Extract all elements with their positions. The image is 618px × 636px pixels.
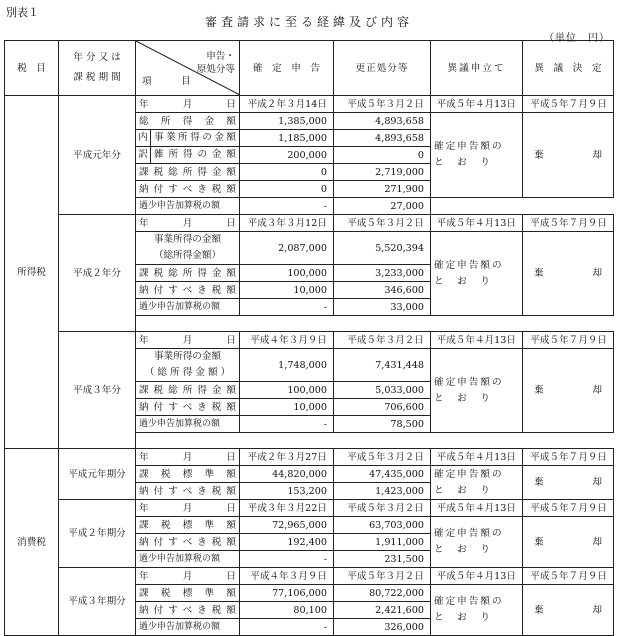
date-kakutei: 平成３年３月22日 — [240, 500, 334, 517]
table-row — [5, 332, 614, 349]
date-igi-moshitate: 平成５年４月13日 — [431, 215, 523, 232]
period-cell: 平成元年分 — [59, 96, 136, 215]
apply-line1: 確定申告額の — [434, 376, 504, 388]
business-income-label: 事業所得の金額 — [153, 234, 222, 245]
row-label-penalty: 過少申告加算税の額 — [136, 551, 240, 568]
value-kakutei: 2,087,000 — [240, 232, 334, 265]
value-kakutei: 80,100 — [240, 602, 334, 619]
igi-moshitate-cell — [431, 585, 523, 636]
col-igi-moshitate: 異議申立て — [431, 41, 523, 96]
igi-moshitate-cell — [431, 517, 523, 568]
date-kosei: 平成５年３月２日 — [334, 332, 431, 349]
igi-kettei-cell — [523, 517, 614, 568]
value-kakutei: 1,748,000 — [240, 349, 334, 382]
date-kosei: 平成５年３月２日 — [334, 215, 431, 232]
row-label-tax-payable: 納付すべき税額 — [136, 534, 240, 551]
value-kosei: 63,703,000 — [334, 517, 431, 534]
apply-line1: 確定申告額の — [434, 259, 504, 271]
col-item-bottom: 項 目 — [142, 76, 201, 87]
apply-line2: と お り — [434, 157, 492, 168]
date-igi-moshitate: 平成５年４月13日 — [431, 332, 523, 349]
value-kosei: 4,893,658 — [334, 130, 431, 147]
decision-char2: 却 — [592, 385, 602, 396]
date-kosei: 平成５年３月２日 — [334, 449, 431, 466]
decision-char2: 却 — [592, 477, 602, 488]
igi-moshitate-cell — [431, 466, 523, 500]
value-kosei: 47,435,000 — [334, 466, 431, 483]
date-igi-kettei: 平成５年７月９日 — [523, 96, 614, 113]
period-cell: 平成３年期分 — [59, 568, 136, 636]
value-kosei: 7,431,448 — [334, 349, 431, 382]
breakdown-mark-2: 訳 — [136, 147, 151, 163]
row-label-misc-income — [136, 147, 240, 164]
col-period — [59, 41, 136, 96]
row-label-penalty: 過少申告加算税の額 — [136, 198, 240, 215]
row-label-taxable-income: 課税総所得金額 — [136, 164, 240, 181]
date-igi-moshitate: 平成５年４月13日 — [431, 500, 523, 517]
period-cell: 平成元年期分 — [59, 449, 136, 500]
date-igi-moshitate: 平成５年４月13日 — [431, 568, 523, 585]
value-kakutei: 77,106,000 — [240, 585, 334, 602]
value-kosei: 706,600 — [334, 399, 431, 416]
value-kosei: 231,500 — [334, 551, 431, 568]
misc-income-label: 雑所得の金額 — [154, 149, 236, 160]
row-label-date: 年 月 日 — [136, 96, 240, 113]
date-kakutei: 平成４年３月９日 — [240, 332, 334, 349]
tax-name-consumption: 消費税 — [5, 449, 59, 636]
decision-char1: 棄 — [534, 536, 544, 548]
date-igi-kettei: 平成５年７月９日 — [523, 449, 614, 466]
date-kakutei: 平成３年３月12日 — [240, 215, 334, 232]
value-kakutei: 100,000 — [240, 382, 334, 399]
row-label-tax-payable: 納付すべき税額 — [136, 399, 240, 416]
row-label-tax-base: 課税標準額 — [136, 517, 240, 534]
date-igi-kettei: 平成５年７月９日 — [523, 500, 614, 517]
igi-moshitate-cell — [431, 232, 523, 316]
decision-char1: 棄 — [534, 268, 544, 279]
row-label-penalty: 過少申告加算税の額 — [136, 416, 240, 433]
igi-moshitate-cell — [431, 113, 523, 198]
date-igi-kettei: 平成５年７月９日 — [523, 332, 614, 349]
value-kosei: 80,722,000 — [334, 585, 431, 602]
value-kosei: 1,423,000 — [334, 483, 431, 500]
date-igi-kettei: 平成５年７月９日 — [523, 215, 614, 232]
value-kakutei: - — [240, 198, 334, 215]
date-igi-moshitate: 平成５年４月13日 — [431, 449, 523, 466]
row-label-business-income — [136, 349, 240, 382]
row-label-tax-payable: 納付すべき税額 — [136, 602, 240, 619]
igi-kettei-cell — [523, 466, 614, 500]
value-kakutei: 10,000 — [240, 399, 334, 416]
col-item-top1: 申告・ — [206, 51, 235, 62]
history-table — [4, 40, 614, 636]
date-igi-moshitate: 平成５年４月13日 — [431, 96, 523, 113]
value-kakutei: 192,400 — [240, 534, 334, 551]
value-kosei: 4,893,658 — [334, 113, 431, 130]
row-label-total-income: 総所得金額 — [136, 113, 240, 130]
value-kakutei: - — [240, 551, 334, 568]
row-label-date: 年 月 日 — [136, 215, 240, 232]
value-kakutei: 72,965,000 — [240, 517, 334, 534]
value-kakutei: - — [240, 416, 334, 433]
decision-char2: 却 — [592, 149, 602, 161]
apply-line2: と お り — [434, 275, 492, 287]
apply-line1: 確定申告額の — [434, 528, 504, 539]
table-row — [5, 215, 614, 232]
value-kosei: 3,233,000 — [334, 265, 431, 282]
row-label-tax-base: 課税標準額 — [136, 585, 240, 602]
tax-name-income: 所得税 — [5, 96, 59, 449]
table-row — [5, 568, 614, 585]
business-income-label: 事業所得の金額 — [154, 132, 236, 143]
igi-moshitate-cell — [431, 349, 523, 433]
col-period-line1: 年 分 又 は — [73, 52, 121, 63]
col-item-top2: 原処分等 — [196, 64, 235, 75]
col-tax-item: 税 目 — [5, 41, 59, 96]
date-kosei: 平成５年３月２日 — [334, 500, 431, 517]
value-kosei: 346,600 — [334, 282, 431, 299]
value-kosei: 5,520,394 — [334, 232, 431, 265]
value-kosei: 326,000 — [334, 619, 431, 636]
period-cell: 平成２年期分 — [59, 500, 136, 568]
value-kakutei: - — [240, 619, 334, 636]
row-label-business-income — [136, 232, 240, 265]
igi-kettei-cell — [523, 113, 614, 198]
row-label-tax-payable: 納付すべき税額 — [136, 282, 240, 299]
col-item-top — [197, 50, 235, 76]
row-label-date: 年 月 日 — [136, 449, 240, 466]
appendix-label: 別表１ — [6, 6, 39, 19]
value-kosei: 27,000 — [334, 198, 431, 215]
value-kakutei: 1,185,000 — [240, 130, 334, 147]
value-kakutei: 1,385,000 — [240, 113, 334, 130]
apply-line1: 確定申告額の — [434, 596, 504, 607]
col-period-line2: 課 税 期 間 — [73, 72, 121, 83]
decision-char2: 却 — [592, 268, 602, 279]
row-label-tax-payable: 納付すべき税額 — [136, 483, 240, 500]
row-label-taxable-income: 課税総所得金額 — [136, 382, 240, 399]
value-kakutei: 44,820,000 — [240, 466, 334, 483]
row-label-date: 年 月 日 — [136, 500, 240, 517]
value-kakutei: 0 — [240, 164, 334, 181]
business-income-label: 事業所得の金額 — [153, 351, 222, 362]
col-item-diagonal — [136, 41, 240, 96]
apply-line2: と お り — [434, 612, 492, 623]
col-igi-kettei: 異 議 決 定 — [523, 41, 614, 96]
date-kosei: 平成５年３月２日 — [334, 568, 431, 585]
apply-line2: と お り — [434, 544, 492, 555]
decision-char2: 却 — [592, 536, 602, 548]
igi-kettei-cell — [523, 232, 614, 316]
apply-line2: と お り — [434, 484, 492, 496]
decision-char1: 棄 — [534, 149, 544, 161]
row-label-tax-payable: 納付すべき税額 — [136, 181, 240, 198]
value-kosei: 2,421,600 — [334, 602, 431, 619]
table-header-row — [5, 41, 614, 96]
apply-line2: と お り — [434, 392, 492, 404]
value-kakutei: 153,200 — [240, 483, 334, 500]
row-label-penalty: 過少申告加算税の額 — [136, 299, 240, 316]
value-kakutei: 100,000 — [240, 265, 334, 282]
decision-char2: 却 — [592, 604, 602, 616]
value-kosei: 0 — [334, 147, 431, 164]
table-row — [5, 500, 614, 517]
value-kosei: 33,000 — [334, 299, 431, 316]
value-kosei: 5,033,000 — [334, 382, 431, 399]
row-label-tax-base: 課税標準額 — [136, 466, 240, 483]
value-kakutei: 10,000 — [240, 282, 334, 299]
col-kosei: 更正処分等 — [334, 41, 431, 96]
row-label-penalty: 過少申告加算税の額 — [136, 619, 240, 636]
value-kosei: 2,719,000 — [334, 164, 431, 181]
value-kakutei: 0 — [240, 181, 334, 198]
date-igi-kettei: 平成５年７月９日 — [523, 568, 614, 585]
decision-char1: 棄 — [534, 385, 544, 396]
date-kakutei: 平成４年３月９日 — [240, 568, 334, 585]
igi-kettei-cell — [523, 349, 614, 433]
decision-char1: 棄 — [534, 477, 544, 488]
row-label-date: 年 月 日 — [136, 568, 240, 585]
unit-label: （単位 円） — [544, 33, 610, 44]
date-kakutei: 平成２年３月14日 — [240, 96, 334, 113]
apply-line1: 確定申告額の — [434, 468, 504, 480]
value-kosei: 1,911,000 — [334, 534, 431, 551]
value-kosei: 78,500 — [334, 416, 431, 433]
period-cell: 平成３年分 — [59, 332, 136, 449]
row-label-date: 年 月 日 — [136, 332, 240, 349]
col-kakutei: 確 定 申 告 — [240, 41, 334, 96]
date-kosei: 平成５年３月２日 — [334, 96, 431, 113]
period-cell: 平成２年分 — [59, 215, 136, 332]
page-title: 審査請求に至る経緯及び内容 — [204, 15, 413, 29]
row-label-business-income — [136, 130, 240, 147]
value-kosei: 271,900 — [334, 181, 431, 198]
value-kakutei: - — [240, 299, 334, 316]
row-label-taxable-income: 課税総所得金額 — [136, 265, 240, 282]
igi-kettei-cell — [523, 585, 614, 636]
apply-line1: 確定申告額の — [434, 141, 504, 152]
business-income-paren: （総所得金額） — [153, 250, 222, 261]
decision-char1: 棄 — [534, 604, 544, 616]
table-row — [5, 449, 614, 466]
value-kakutei: 200,000 — [240, 147, 334, 164]
business-income-paren: （ 総 所 得 金 額 ） — [144, 367, 231, 378]
breakdown-mark-1: 内 — [136, 130, 151, 146]
table-row — [5, 96, 614, 113]
date-kakutei: 平成２年３月27日 — [240, 449, 334, 466]
